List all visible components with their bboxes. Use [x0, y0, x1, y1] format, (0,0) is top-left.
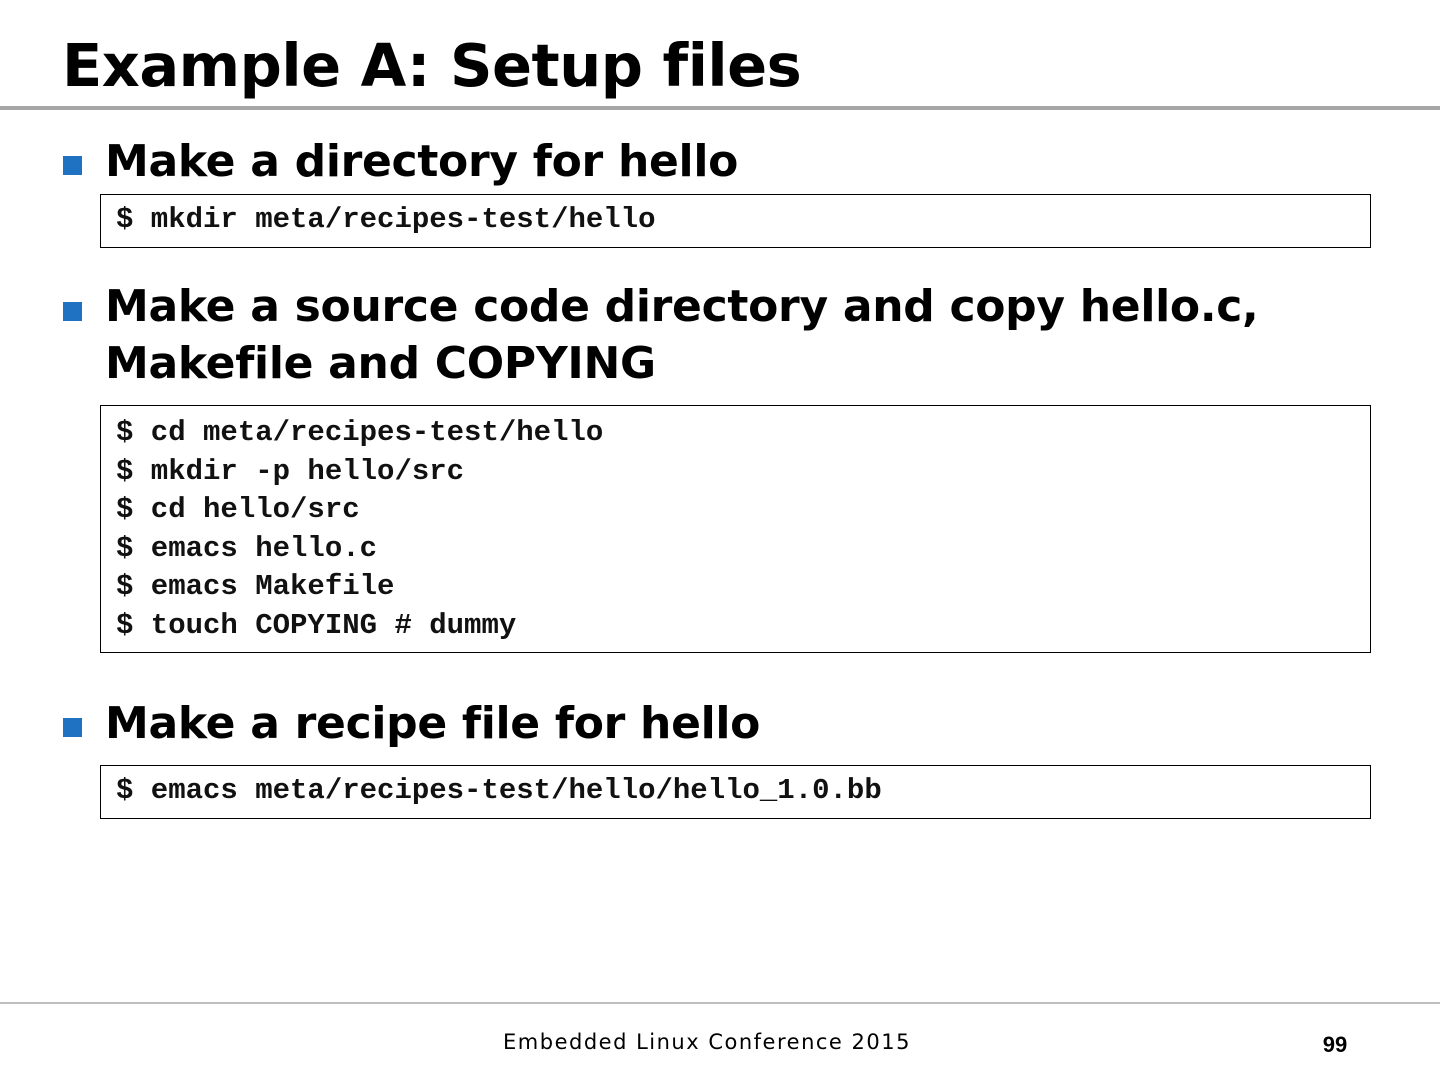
- code-block: [100, 765, 1371, 819]
- code-line: $ mkdir meta/recipes-test/hello: [116, 203, 656, 236]
- section-heading: Make a directory for hello: [105, 136, 739, 187]
- footer-conference: Embedded Linux Conference 2015: [503, 1030, 911, 1054]
- code-line: $ emacs hello.c: [116, 531, 378, 565]
- code-line: $ mkdir -p hello/src: [116, 454, 465, 488]
- code-block: [100, 194, 1371, 248]
- bullet-square-icon: [63, 718, 82, 737]
- code-line: $ emacs meta/recipes-test/hello/hello_1.0.bb: [116, 774, 882, 807]
- slide-title: Example A: Setup files: [62, 31, 802, 100]
- bullet-square-icon: [63, 302, 82, 321]
- section-heading-line: Makefile and COPYING: [105, 338, 656, 389]
- code-line: $ cd meta/recipes-test/hello: [116, 416, 604, 449]
- section-heading-line: Make a source code directory and copy hello.c,: [105, 281, 1259, 332]
- bullet-square-icon: [63, 156, 82, 175]
- code-line: $ emacs Makefile: [116, 570, 395, 603]
- code-block: [100, 405, 1371, 653]
- title-divider: [0, 106, 1440, 110]
- footer-divider: [0, 1002, 1440, 1004]
- page-number: 99: [1322, 1032, 1348, 1057]
- code-line: $ touch COPYING # dummy: [116, 608, 517, 642]
- code-line: $ cd hello/src: [116, 493, 360, 526]
- section-heading: Make a recipe file for hello: [105, 698, 761, 749]
